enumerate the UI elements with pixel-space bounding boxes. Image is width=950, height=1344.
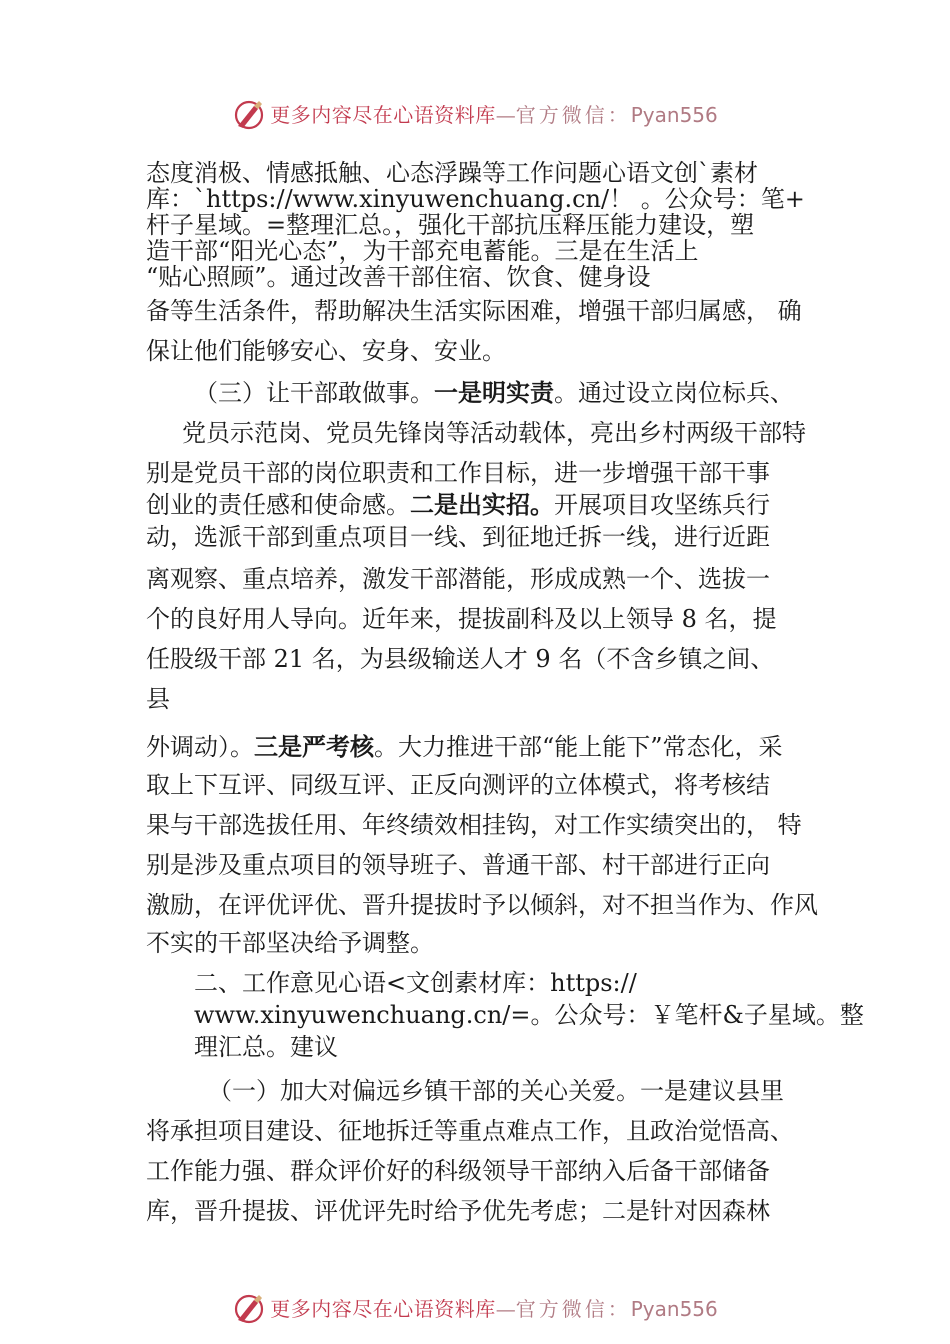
bold-phrase: 三是严考核: [254, 733, 374, 761]
text-line: 别是党员干部的岗位职责和工作目标，进一步增强干部干事: [146, 459, 770, 487]
text-line: 将承担项目建设、征地拆迁等重点难点工作，且政治觉悟高、: [146, 1117, 794, 1145]
text-line: 任股级干部 21 名，为县级输送人才 9 名（不含乡镇之间、: [146, 645, 775, 673]
text-line: 果与干部选拔任用、年终绩效相挂钩，对工作实绩突出的， 特: [146, 811, 802, 839]
footer-id: Pyan556: [630, 1297, 718, 1321]
text-span: 创业的责任感和使命感。: [146, 491, 410, 519]
text-line: 库，晋升提拔、评优评先时给予优先考虑；二是针对因森林: [146, 1197, 770, 1225]
text-line: [194, 378, 794, 408]
text-span: 开展项目攻坚练兵行: [554, 491, 770, 519]
header-id: Pyan556: [630, 103, 718, 127]
text-line: 个的良好用人导向。近年来，提拔副科及以上领导 8 名，提: [146, 605, 777, 633]
text-line: [146, 732, 783, 762]
text-line: 别是涉及重点项目的领导班子、普通干部、村干部进行正向: [146, 851, 770, 879]
text-span: 外调动）。: [146, 733, 254, 761]
header-separator: —: [495, 103, 516, 127]
text-line: 党员示范岗、党员先锋岗等活动载体，亮出乡村两级干部特: [182, 419, 806, 447]
text-line: www.xinyuwenchuang.cn/=。公众号：￥笔杆&子星域。整: [194, 1001, 864, 1029]
pen-logo-icon: [232, 1292, 266, 1326]
text-line: [146, 490, 770, 520]
bold-phrase: 一是明实责: [434, 379, 554, 407]
footer-banner: [0, 1292, 950, 1326]
text-line: 杆子星域。=整理汇总。，强化干部抗压释压能力建设，塑: [146, 211, 755, 239]
text-span: 。通过设立岗位标兵、: [554, 379, 794, 407]
header-text: 更多内容尽在心语资料库: [270, 103, 496, 127]
text-line: 不实的干部坚决给予调整。: [146, 929, 434, 957]
footer-text: 更多内容尽在心语资料库: [270, 1297, 496, 1321]
text-line: 二、工作意见心语<文创素材库：https://: [194, 969, 637, 997]
text-line: 库：`https://www.xinyuwenchuang.cn/！ 。公众号：笔+: [146, 185, 805, 213]
pen-logo-icon: [232, 98, 266, 132]
text-line: 工作能力强、群众评价好的科级领导干部纳入后备干部储备: [146, 1157, 770, 1185]
text-line: 备等生活条件，帮助解决生活实际困难，增强干部归属感， 确: [146, 297, 802, 325]
footer-label: 官方微信：: [515, 1297, 631, 1321]
text-span: （三）让干部敢做事。: [194, 379, 434, 407]
text-line: 保让他们能够安心、安身、安业。: [146, 337, 506, 365]
header-label: 官方微信：: [515, 103, 631, 127]
text-line: 离观察、重点培养，激发干部潜能，形成成熟一个、选拔一: [146, 565, 770, 593]
text-line: 取上下互评、同级互评、正反向测评的立体模式，将考核结: [146, 771, 770, 799]
header-banner: [0, 98, 950, 132]
bold-phrase: 二是出实招。: [410, 491, 554, 519]
text-line: “贴心照顾”。通过改善干部住宿、饮食、健身设: [146, 263, 651, 291]
text-line: （一）加大对偏远乡镇干部的关心关爱。一是建议县里: [208, 1077, 784, 1105]
text-line: 动，选派干部到重点项目一线、到征地迁拆一线，进行近距: [146, 523, 770, 551]
text-line: 理汇总。建议: [194, 1033, 338, 1061]
text-span: 。大力推进干部“能上能下”常态化，采: [374, 733, 783, 761]
text-line: 激励，在评优评优、晋升提拔时予以倾斜，对不担当作为、作风: [146, 891, 818, 919]
text-line: 态度消极、情感抵触、心态浮躁等工作问题心语文创`素材: [146, 159, 758, 187]
footer-separator: —: [495, 1297, 516, 1321]
text-line: 造干部“阳光心态”，为干部充电蓄能。三是在生活上: [146, 237, 699, 265]
text-line: 县: [146, 685, 170, 713]
